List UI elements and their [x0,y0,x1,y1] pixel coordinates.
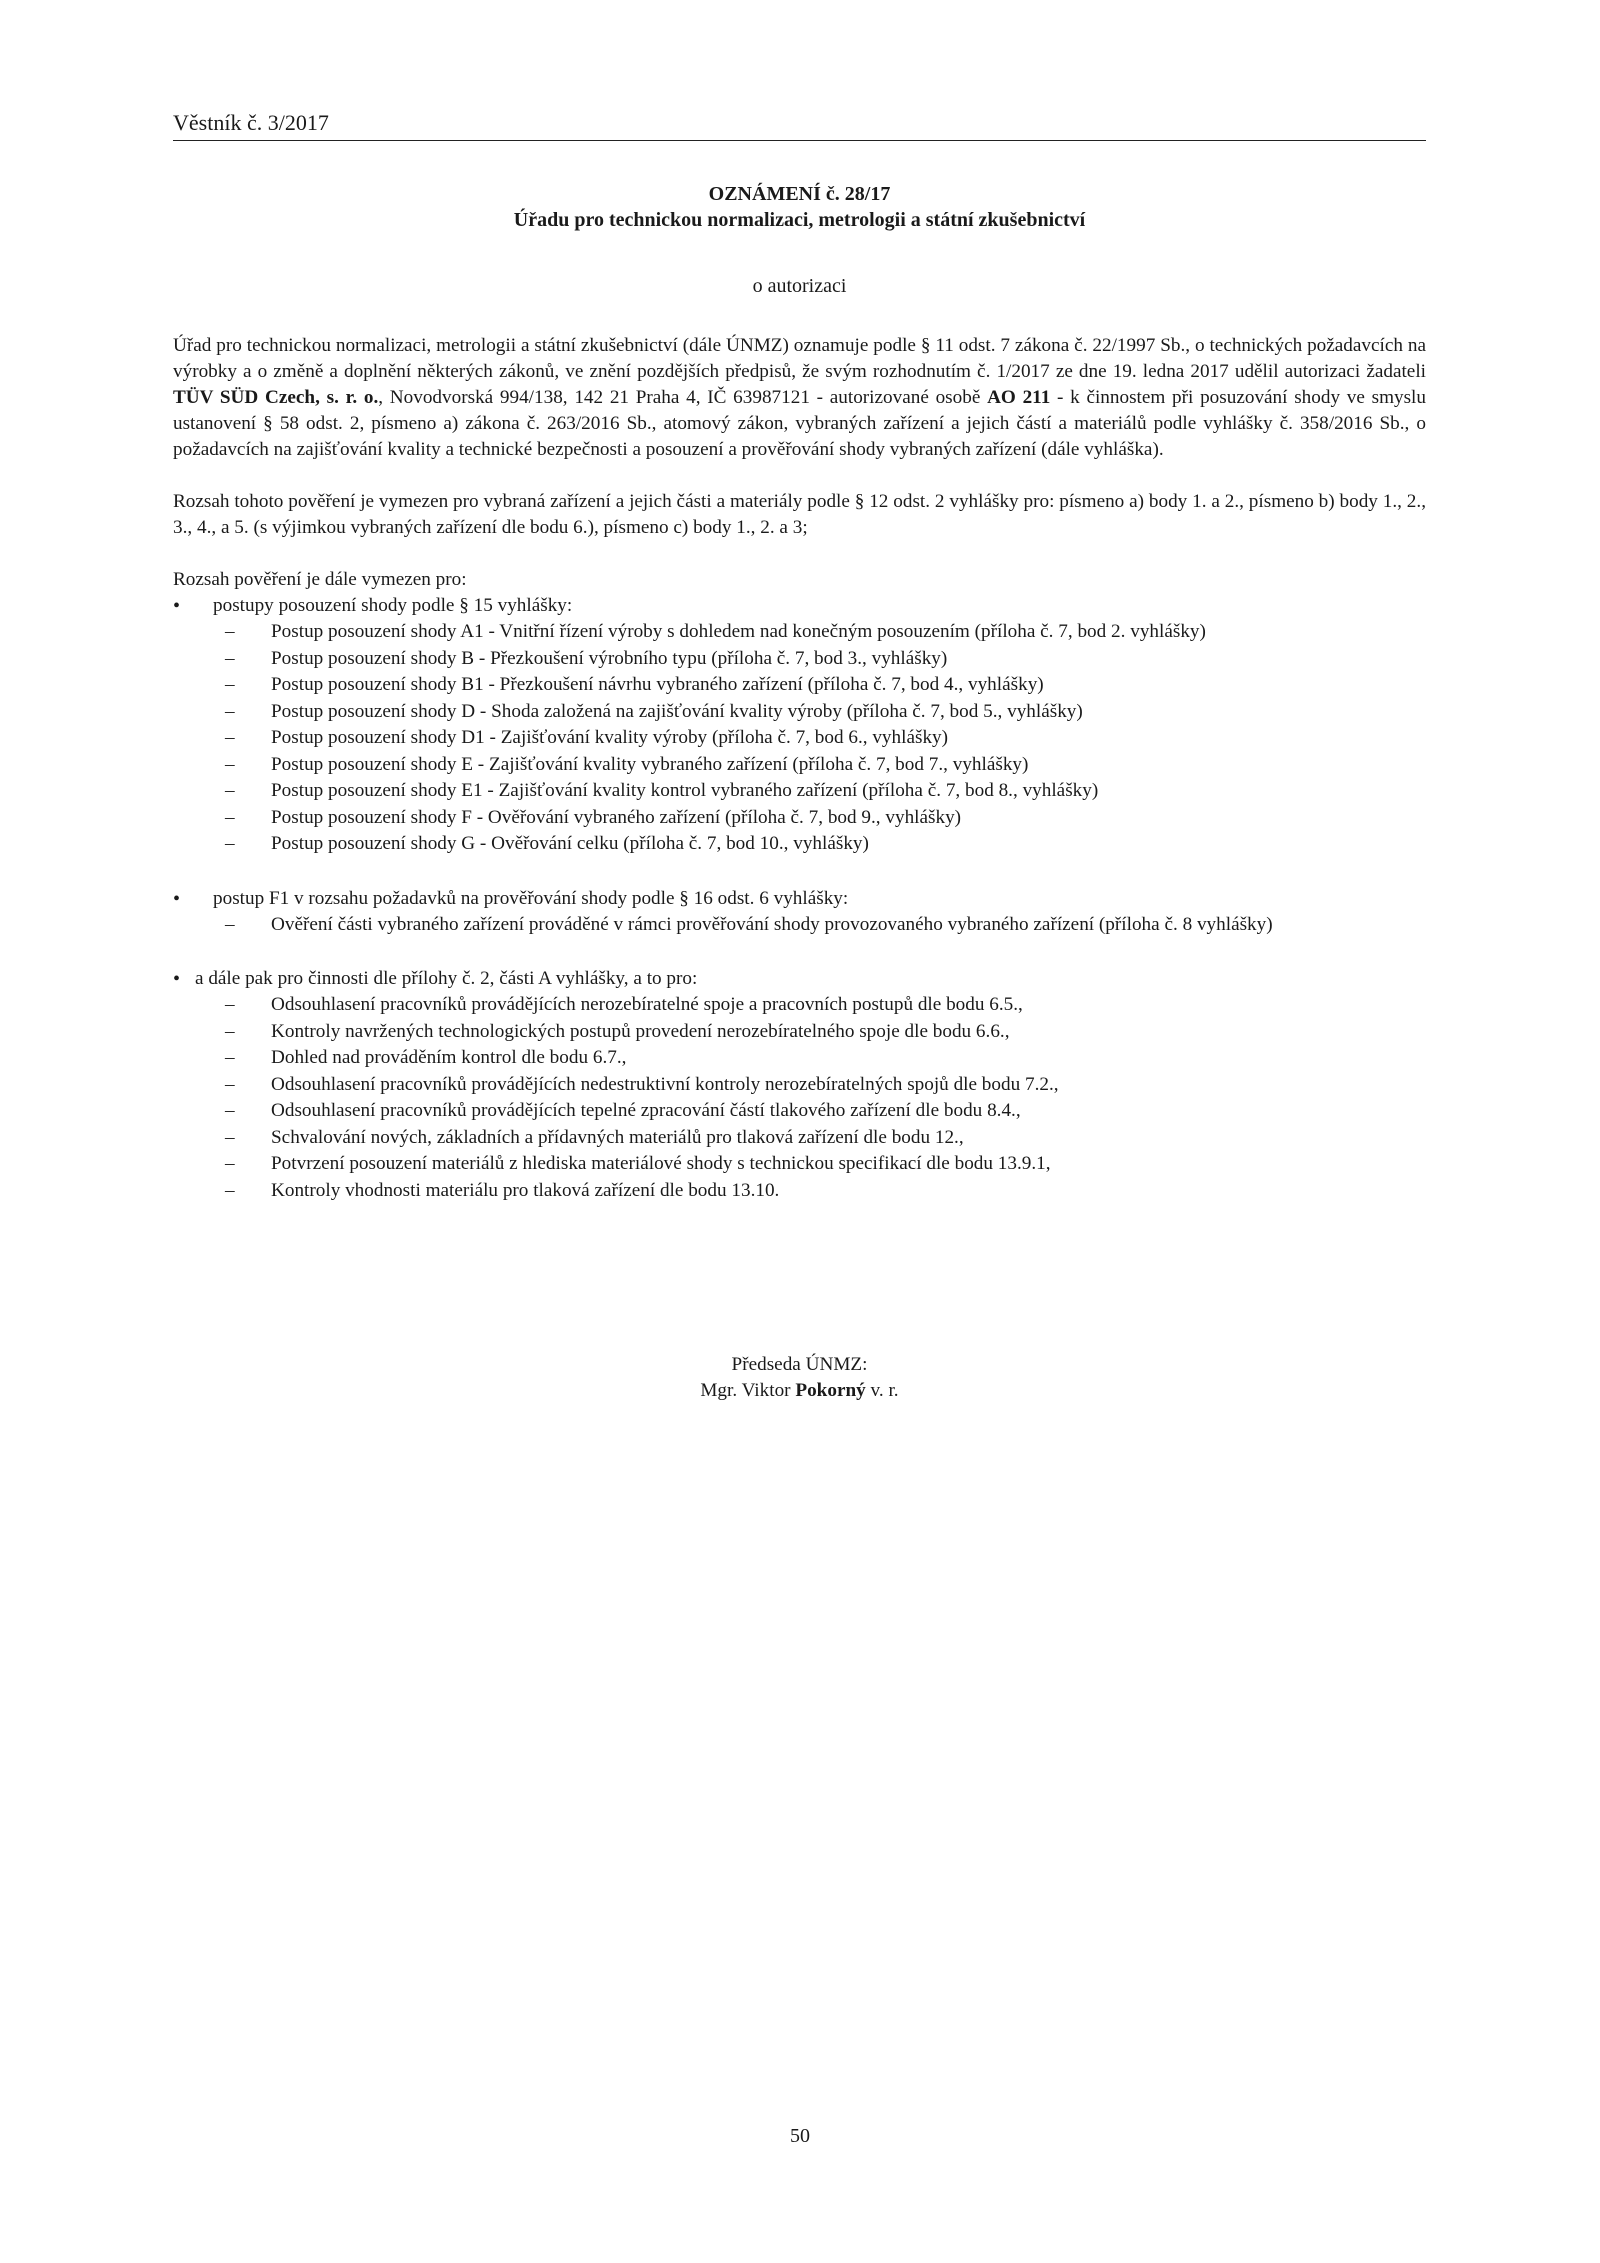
list-item: – Odsouhlasení pracovníků provádějících tepelné zpracování částí tlakového zařízení dle bodu 8.4., [173,1098,1426,1125]
scope-paragraph: Rozsah tohoto pověření je vymezen pro vybraná zařízení a jejich části a materiály podle § 12 odst. 2 vyhlášky pro: písmeno a) body 1. a 2., písmeno b) body 1., 2., 3., 4., a 5. (s výjimkou vybraných zařízení dle bodu 6.), písmeno c) body 1., 2. a 3; [173,491,1426,538]
bullet-label: postup F1 v rozsahu požadavků na prověřování shody podle § 16 odst. 6 vyhlášky: [213,887,849,909]
signatory-role: Předseda ÚNMZ: [731,1354,868,1375]
signatory-name [173,1378,1426,1404]
list-item: – Postup posouzení shody A1 - Vnitřní řízení výroby s dohledem nad konečným posouzením (příloha č. 7, bod 2. vyhlášky) [173,619,1426,646]
bullet-item [173,966,1426,992]
dash-list [173,912,1426,939]
signature-block [173,1352,1426,1404]
list-item: – Postup posouzení shody E - Zajišťování kvality vybraného zařízení (příloha č. 7, bod 7., vyhlášky) [173,752,1426,779]
list-item: – Postup posouzení shody D1 - Zajišťování kvality výroby (příloha č. 7, bod 6., vyhlášky) [173,725,1426,752]
list-item: – Postup posouzení shody B - Přezkoušení výrobního typu (příloha č. 7, bod 3., vyhlášky) [173,646,1426,673]
list-item: – Postup posouzení shody B1 - Přezkoušení návrhu vybraného zařízení (příloha č. 7, bod 4., vyhlášky) [173,672,1426,699]
list-item: – Postup posouzení shody E1 - Zajišťování kvality kontrol vybraného zařízení (příloha č. 7, bod 8., vyhlášky) [173,778,1426,805]
dash-list [173,992,1426,1204]
scope2-paragraph: Rozsah pověření je dále vymezen pro: [173,569,467,590]
ao-number: AO 211 [987,387,1051,408]
notice-subject: o autorizaci [752,275,847,297]
list-item: – Postup posouzení shody G - Ověřování celku (příloha č. 7, bod 10., vyhlášky) [173,831,1426,858]
journal-header: Věstník č. 3/2017 [173,108,1426,141]
intro-text-2: , Novodvorská 994/138, 142 21 Praha 4, IČ 63987121 - autorizované osobě [378,387,988,408]
list-item: – Odsouhlasení pracovníků provádějících nerozebíratelné spoje a pracovních postupů dle bodu 6.5., [173,992,1426,1019]
list-item: – Kontroly navržených technologických postupů provedení nerozebíratelného spoje dle bodu 6.6., [173,1019,1426,1046]
list-item: – Schvalování nových, základních a přídavných materiálů pro tlaková zařízení dle bodu 12., [173,1125,1426,1152]
scope-bullet-list [173,886,1426,912]
signatory-prefix: Mgr. Viktor [700,1380,796,1401]
notice-title: OZNÁMENÍ č. 28/17 [708,183,891,205]
bullet-item [173,593,1426,619]
list-item: – Postup posouzení shody F - Ověřování vybraného zařízení (příloha č. 7, bod 9., vyhlášky) [173,805,1426,832]
list-item: – Dohled nad prováděním kontrol dle bodu 6.7., [173,1045,1426,1072]
list-item: – Kontroly vhodnosti materiálu pro tlaková zařízení dle bodu 13.10. [173,1178,1426,1205]
spacer [173,858,1426,886]
title-block [173,181,1426,233]
dash-list [173,619,1426,858]
bullet-label: a dále pak pro činnosti dle přílohy č. 2, části A vyhlášky, a to pro: [195,968,698,989]
bullet-label: postupy posouzení shody podle § 15 vyhlášky: [213,595,573,616]
intro-text-1: Úřad pro technickou normalizaci, metrologii a státní zkušebnictví (dále ÚNMZ) oznamuje podle § 11 odst. 7 zákona č. 22/1997 Sb., o technických požadavcích na výrobky a o změně a doplnění některých zákonů, ve znění pozdějších předpisů, že svým rozhodnutím č. 1/2017 ze dne 19. ledna 2017 udělil autorizaci žadateli [173,335,1426,382]
page-number: 50 [790,2125,810,2147]
list-item: – Postup posouzení shody D - Shoda založená na zajišťování kvality výroby (příloha č. 7, bod 5., vyhlášky) [173,699,1426,726]
applicant-name: TÜV SÜD Czech, s. r. o. [173,387,379,408]
bullet-item [173,886,1426,912]
list-item: – Potvrzení posouzení materiálů z hlediska materiálové shody s technickou specifikací dle bodu 13.9.1, [173,1151,1426,1178]
office-name: Úřadu pro technickou normalizaci, metrologii a státní zkušebnictví [513,209,1086,231]
spacer [173,938,1426,966]
intro-paragraph [173,333,1426,463]
intro-text-3: - k činnostem při posuzování shody ve smyslu ustanovení § 58 odst. 2, písmeno a) zákona č. 263/2016 Sb., atomový zákon, vybraných zařízení a jejich částí a materiálů podle vyhlášky č. 358/2016 Sb., o požadavcích na zajišťování kvality a technické bezpečnosti a posouzení a prověřování shody vybraných zařízení (dále vyhláška). [173,387,1426,460]
scope-bullet-list [173,593,1426,619]
signatory-suffix: v. r. [865,1380,899,1401]
list-item: – Odsouhlasení pracovníků provádějících nedestruktivní kontroly nerozebíratelných spojů dle bodu 7.2., [173,1072,1426,1099]
list-item: – Ověření části vybraného zařízení prováděné v rámci prověřování shody provozovaného vybraného zařízení (příloha č. 8 vyhlášky) [173,912,1426,939]
signatory-surname: Pokorný [795,1380,866,1401]
scope-bullet-list [173,966,1426,992]
document-page [173,108,1426,1404]
